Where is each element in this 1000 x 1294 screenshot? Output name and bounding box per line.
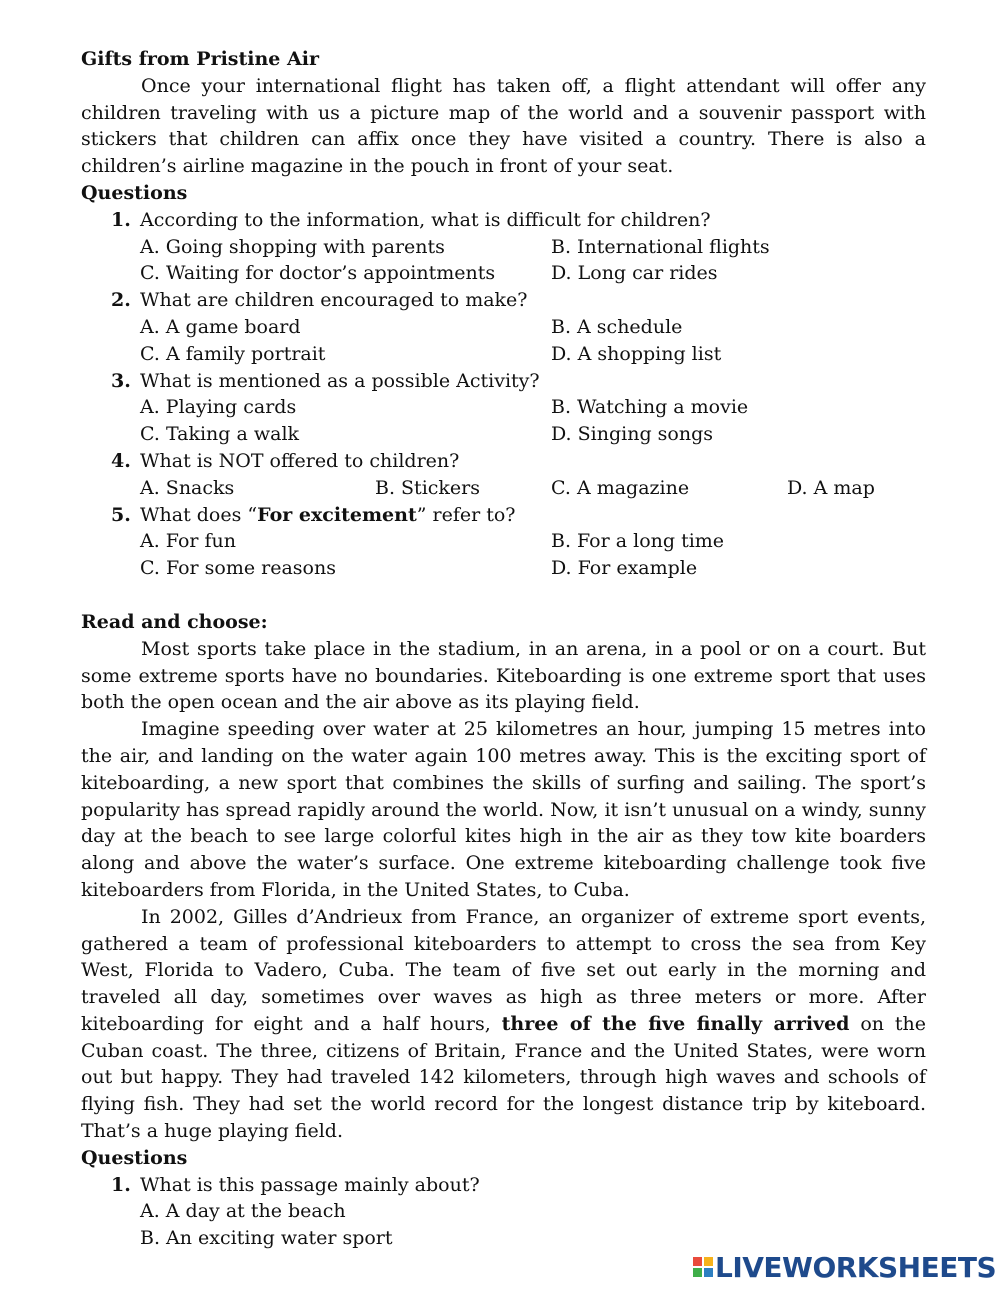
option-a[interactable]: A. Going shopping with parents [140, 235, 445, 258]
quoted-phrase: For excitement [257, 503, 417, 526]
option-c[interactable]: C. For some reasons [140, 557, 336, 580]
question-text: What is NOT offered to children? [140, 449, 460, 472]
worksheet-page [81, 46, 926, 1252]
section2-paragraph-2: Imagine speeding over water at 25 kilometres an hour, jumping 15 metres into the air, and landing on the water again 100 metres away. This is the exciting sport of kiteboarding, a new sport that combines the skills of surfing and sailing. The sport’s popularity has spread rapidly around the world. Now, it isn’t unusual on a windy, sunny day at the beach to see large colorful kites high in the air as they tow kite boarders along and above the water’s surface. One extreme kiteboarding challenge took five kiteboarders from Florida, in the United States, to Cuba. [81, 718, 926, 901]
option-a[interactable]: A. Playing cards [140, 396, 297, 419]
section1-questions-label: Questions [81, 181, 188, 204]
section1-paragraph: Once your international flight has taken off, a flight attendant will offer any children traveling with us a picture map of the world and a souvenir passport with stickers that children can affix once they have visited a country. There is also a children’s airline magazine in the pouch in front of your seat. [81, 74, 926, 178]
question-text: According to the information, what is difficult for children? [140, 208, 711, 231]
option-b[interactable]: B. International flights [551, 235, 770, 258]
option-d[interactable]: D. Singing songs [551, 423, 713, 446]
logo-mark-icon [693, 1257, 713, 1277]
option-d[interactable]: D. Long car rides [551, 262, 718, 285]
option-a[interactable]: A. Snacks [140, 476, 235, 499]
question-number: 1. [111, 1173, 131, 1196]
option-a[interactable]: A. A day at the beach [140, 1200, 346, 1223]
question-number: 2. [111, 289, 131, 312]
question-text: What are children encouraged to make? [140, 289, 528, 312]
section1-question-list [81, 207, 926, 582]
option-d[interactable]: D. A map [787, 476, 875, 499]
question-number: 4. [111, 449, 131, 472]
question-number: 1. [111, 208, 131, 231]
question-number: 3. [111, 369, 131, 392]
option-c[interactable]: C. A magazine [551, 476, 690, 499]
section2-paragraph-1: Most sports take place in the stadium, in an arena, in a pool or on a court. But some extreme sports have no boundaries. Kiteboarding is one extreme sport that uses both the open ocean and the air above as its playing field. [81, 637, 926, 714]
option-b[interactable]: B. Watching a movie [551, 396, 749, 419]
option-d[interactable]: D. For example [551, 557, 698, 580]
option-d[interactable]: D. A shopping list [551, 342, 722, 365]
logo-text: LIVEWORKSHEETS [715, 1250, 997, 1284]
question-text: What is this passage mainly about? [140, 1173, 480, 1196]
section2-questions-label: Questions [81, 1146, 188, 1169]
section1-title: Gifts from Pristine Air [81, 48, 319, 70]
question-5 [81, 502, 926, 582]
question-text: What is mentioned as a possible Activity? [140, 369, 540, 392]
question-1 [81, 1172, 926, 1252]
section2-question-list [81, 1172, 926, 1252]
option-a[interactable]: A. A game board [140, 315, 301, 338]
option-b[interactable]: B. An exciting water sport [140, 1227, 393, 1250]
emphasized-phrase: three of the five finally arrived [501, 1012, 850, 1035]
question-number: 5. [111, 503, 131, 526]
question-1 [81, 207, 926, 287]
section2-paragraph-3: In 2002, Gilles d’Andrieux from France, an organizer of extreme sport events, gathered a team of professional kiteboarders to attempt to cross the sea from Key West, Florida to Vadero, Cuba. The team of five set out early in the morning and traveled all day, sometimes over waves as high as three meters or more. After kiteboarding for eight and a half hours, three of the five finally arrived on the Cuban coast. The three, citizens of Britain, France and the United States, were worn out but happy. They had traveled 142 kilometers, through high waves and schools of flying fish. They had set the world record for the longest distance trip by kiteboard. That’s a huge playing field. [81, 905, 926, 1143]
option-c[interactable]: C. Waiting for doctor’s appointments [140, 262, 496, 285]
question-3 [81, 368, 926, 448]
option-b[interactable]: B. Stickers [375, 476, 481, 499]
question-2 [81, 287, 926, 367]
liveworksheets-logo [693, 1250, 996, 1284]
section-spacer [81, 582, 926, 609]
question-4 [81, 448, 926, 502]
option-b[interactable]: B. A schedule [551, 315, 683, 338]
option-a[interactable]: A. For fun [140, 530, 237, 553]
option-b[interactable]: B. For a long time [551, 530, 725, 553]
option-c[interactable]: C. Taking a walk [140, 423, 300, 446]
option-c[interactable]: C. A family portrait [140, 342, 326, 365]
question-text: What does “For excitement” refer to? [140, 503, 516, 526]
section2-title: Read and choose: [81, 610, 268, 633]
